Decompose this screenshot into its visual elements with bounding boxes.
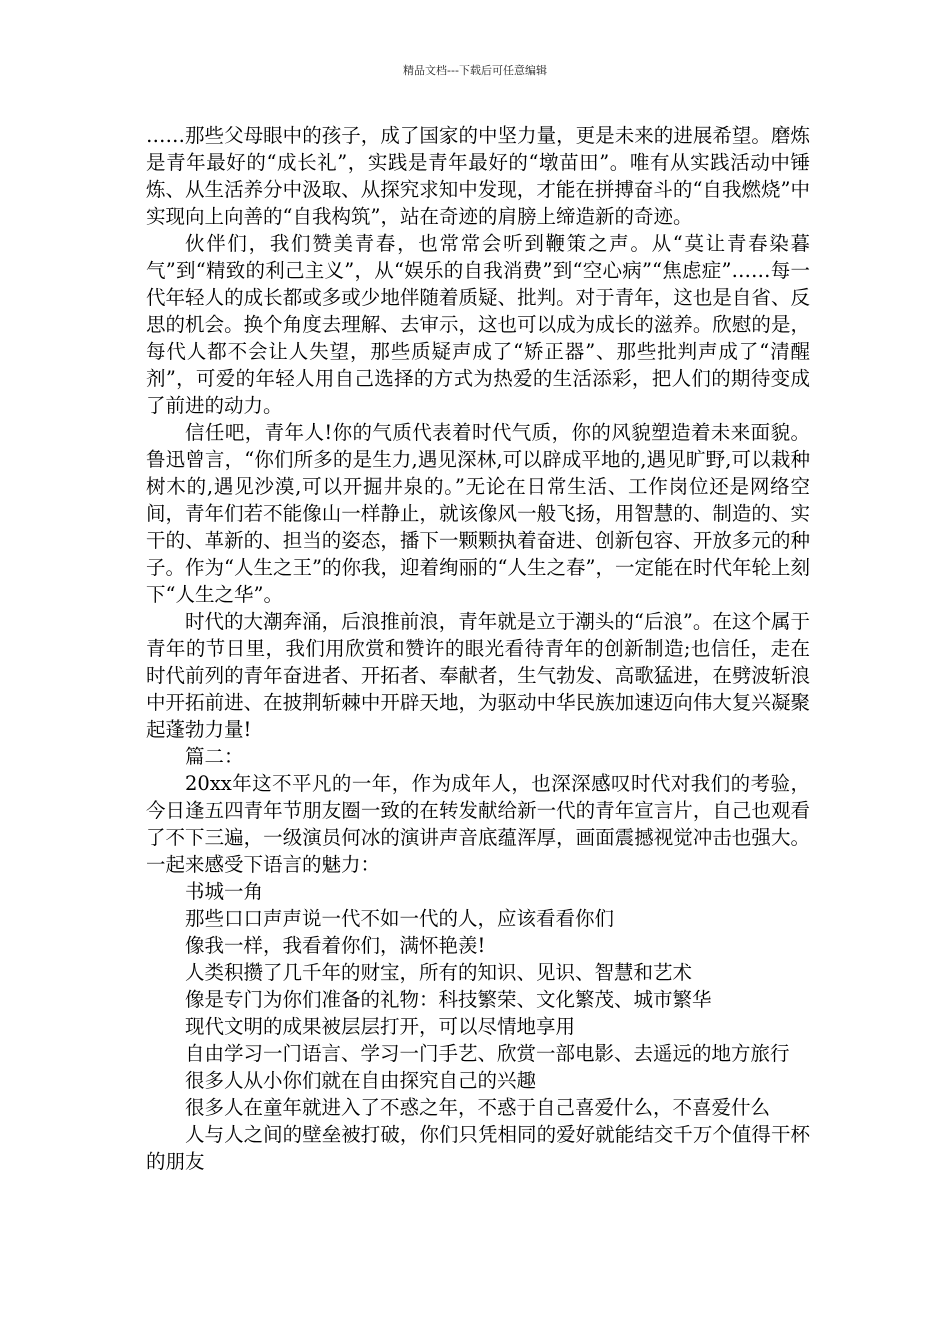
poem-line: 像是专门为你们准备的礼物：科技繁荣、文化繁茂、城市繁华 xyxy=(185,988,712,1011)
poem-line: 书城一角 xyxy=(185,880,264,903)
poem-line: 像我一样，我看着你们，满怀艳羡! xyxy=(185,934,486,957)
poem-line: 自由学习一门语言、学习一门手艺、欣赏一部电影、去遥远的地方旅行 xyxy=(185,1042,790,1065)
poem-line: 那些口口声声说一代不如一代的人，应该看看你们 xyxy=(185,907,615,930)
section-heading: 篇二： xyxy=(185,745,244,768)
poem-line: 人与人之间的壁垒被打破，你们只凭相同的爱好就能结交千万个值得干杯的朋友 xyxy=(146,1123,810,1173)
page-header: 精品文档---下载后可任意编辑 xyxy=(403,64,547,77)
poem-line: 人类积攒了几千年的财宝，所有的知识、见识、智慧和艺术 xyxy=(185,961,693,984)
poem-line: 现代文明的成果被层层打开，可以尽情地享用 xyxy=(185,1015,576,1038)
document-body xyxy=(146,122,810,1175)
paragraph: ……那些父母眼中的孩子，成了国家的中坚力量，更是未来的进展希望。磨炼是青年最好的“成长礼”，实践是青年最好的“墩苗田”。唯有从实践活动中锤炼、从生活养分中汲取、从探究求知中发现，才能在拼搏奋斗的“自我燃烧”中实现向上向善的“自我构筑”，站在奇迹的肩膀上缔造新的奇迹。 xyxy=(146,124,810,228)
paragraph: 20xx年这不平凡的一年，作为成年人，也深深感叹时代对我们的考验，今日逢五四青年节朋友圈一致的在转发献给新一代的青年宣言片，自己也观看了不下三遍，一级演员何冰的演讲声音底蕴浑厚，画面震撼视觉冲击也强大。一起来感受下语言的魅力： xyxy=(146,772,810,876)
poem-line: 很多人从小你们就在自由探究自己的兴趣 xyxy=(185,1069,537,1092)
poem-line: 很多人在童年就进入了不惑之年，不惑于自己喜爱什么，不喜爱什么 xyxy=(185,1096,771,1119)
paragraph: 信任吧，青年人!你的气质代表着时代气质，你的风貌塑造着未来面貌。鲁迅曾言，“你们所多的是生力,遇见深林,可以辟成平地的,遇见旷野,可以栽种树木的,遇见沙漠,可以开掘井泉的。”无论在日常生活、工作岗位还是网络空间，青年们若不能像山一样静止，就该像风一般飞扬，用智慧的、制造的、实干的、革新的、担当的姿态，播下一颗颗执着奋进、创新包容、开放多元的种子。作为“人生之王”的你我，迎着绚丽的“人生之春”，一定能在时代年轮上刻下“人生之华”。 xyxy=(146,421,810,606)
paragraph: 时代的大潮奔涌，后浪推前浪，青年就是立于潮头的“后浪”。在这个属于青年的节日里，我们用欣赏和赞许的眼光看待青年的创新制造;也信任，走在时代前列的青年奋进者、开拓者、奉献者，生气勃发、高歌猛进，在劈波斩浪中开拓前进、在披荆斩棘中开辟天地，为驱动中华民族加速迈向伟大复兴凝聚起蓬勃力量! xyxy=(146,610,810,741)
paragraph: 伙伴们，我们赞美青春，也常常会听到鞭策之声。从“莫让青春染暮气”到“精致的利己主义”，从“娱乐的自我消费”到“空心病”“焦虑症”……每一代年轻人的成长都或多或少地伴随着质疑、批判。对于青年，这也是自省、反思的机会。换个角度去理解、去审示，这也可以成为成长的滋养。欣慰的是，每代人都不会让人失望，那些质疑声成了“矫正器”、那些批判声成了“清醒剂”，可爱的年轻人用自己选择的方式为热爱的生活添彩，把人们的期待变成了前进的动力。 xyxy=(146,232,810,417)
